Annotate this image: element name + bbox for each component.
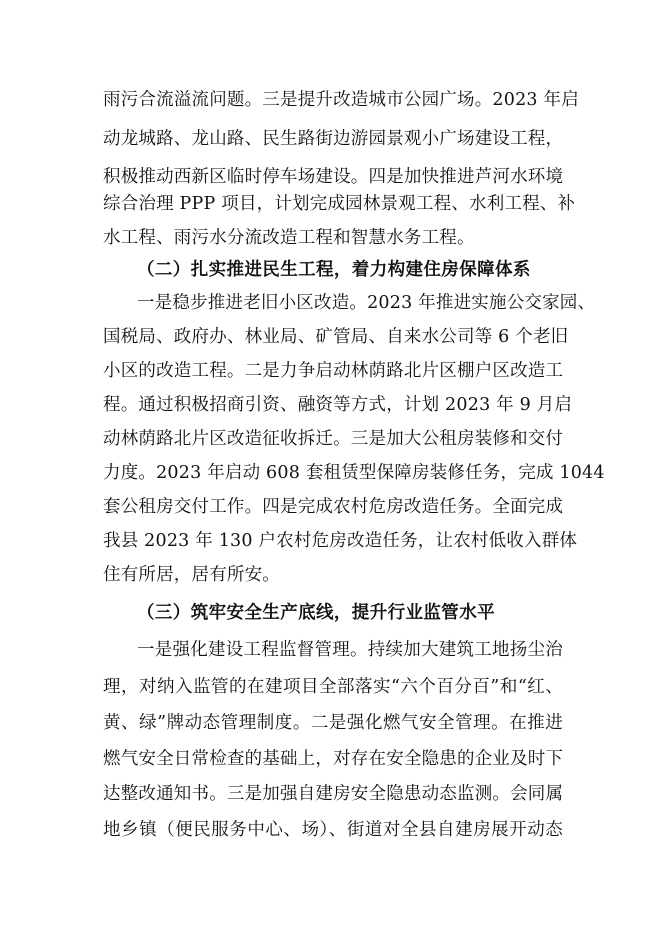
paragraph-2-line-6: 力度。2023 年启动 608 套租赁型保障房装修任务，完成 1044	[103, 463, 605, 483]
paragraph-2-line-4: 程。通过积极招商引资、融资等方式，计划 2023 年 9 月启	[103, 395, 573, 415]
paragraph-1-line-2: 动龙城路、龙山路、民生路街边游园景观小广场建设工程，	[103, 129, 564, 149]
paragraph-2-line-1: 一是稳步推进老旧小区改造。2023 年推进实施公交家园、	[137, 293, 596, 313]
paragraph-3-line-3: 黄、绿”牌动态管理制度。二是强化燃气安全管理。在推进	[103, 713, 563, 733]
paragraph-3-line-1: 一是强化建设工程监督管理。持续加大建筑工地扬尘治	[137, 640, 563, 660]
paragraph-3-line-2: 理，对纳入监管的在建项目全部落实“六个百分百”和“红、	[103, 677, 563, 697]
paragraph-2-line-2: 国税局、政府办、林业局、矿管局、自来水公司等 6 个老旧	[103, 327, 569, 347]
paragraph-3-line-5: 达整改通知书。三是加强自建房安全隐患动态监测。会同属	[103, 784, 564, 804]
paragraph-2-line-3: 小区的改造工程。二是力争启动林荫路北片区棚户区改造工	[103, 361, 564, 381]
paragraph-1-line-3: 积极推动西新区临时停车场建设。四是加快推进芦河水环境	[103, 167, 564, 187]
paragraph-2-line-9: 住有所居，居有所安。	[103, 565, 280, 585]
paragraph-3-line-6: 地乡镇（便民服务中心、场）、街道对全县自建房展开动态	[103, 820, 563, 840]
paragraph-2-line-8: 我县 2023 年 130 户农村危房改造任务，让农村低收入群体	[103, 531, 578, 551]
section-heading-2: （二）扎实推进民生工程，着力构建住房保障体系	[137, 260, 531, 280]
section-heading-3: （三）筑牢安全生产底线，提升行业监管水平	[137, 603, 495, 623]
paragraph-1-line-1: 雨污合流溢流问题。三是提升改造城市公园广场。2023 年启	[103, 90, 579, 110]
paragraph-1-line-4: 综合治理 PPP 项目，计划完成园林景观工程、水利工程、补	[103, 194, 576, 214]
paragraph-1-line-5: 水工程、雨污水分流改造工程和智慧水务工程。	[103, 228, 475, 248]
paragraph-3-line-4: 燃气安全日常检查的基础上，对存在安全隐患的企业及时下	[103, 749, 564, 769]
paragraph-2-line-7: 套公租房交付工作。四是完成农村危房改造任务。全面完成	[103, 497, 564, 517]
paragraph-2-line-5: 动林荫路北片区改造征收拆迁。三是加大公租房装修和交付	[103, 429, 564, 449]
